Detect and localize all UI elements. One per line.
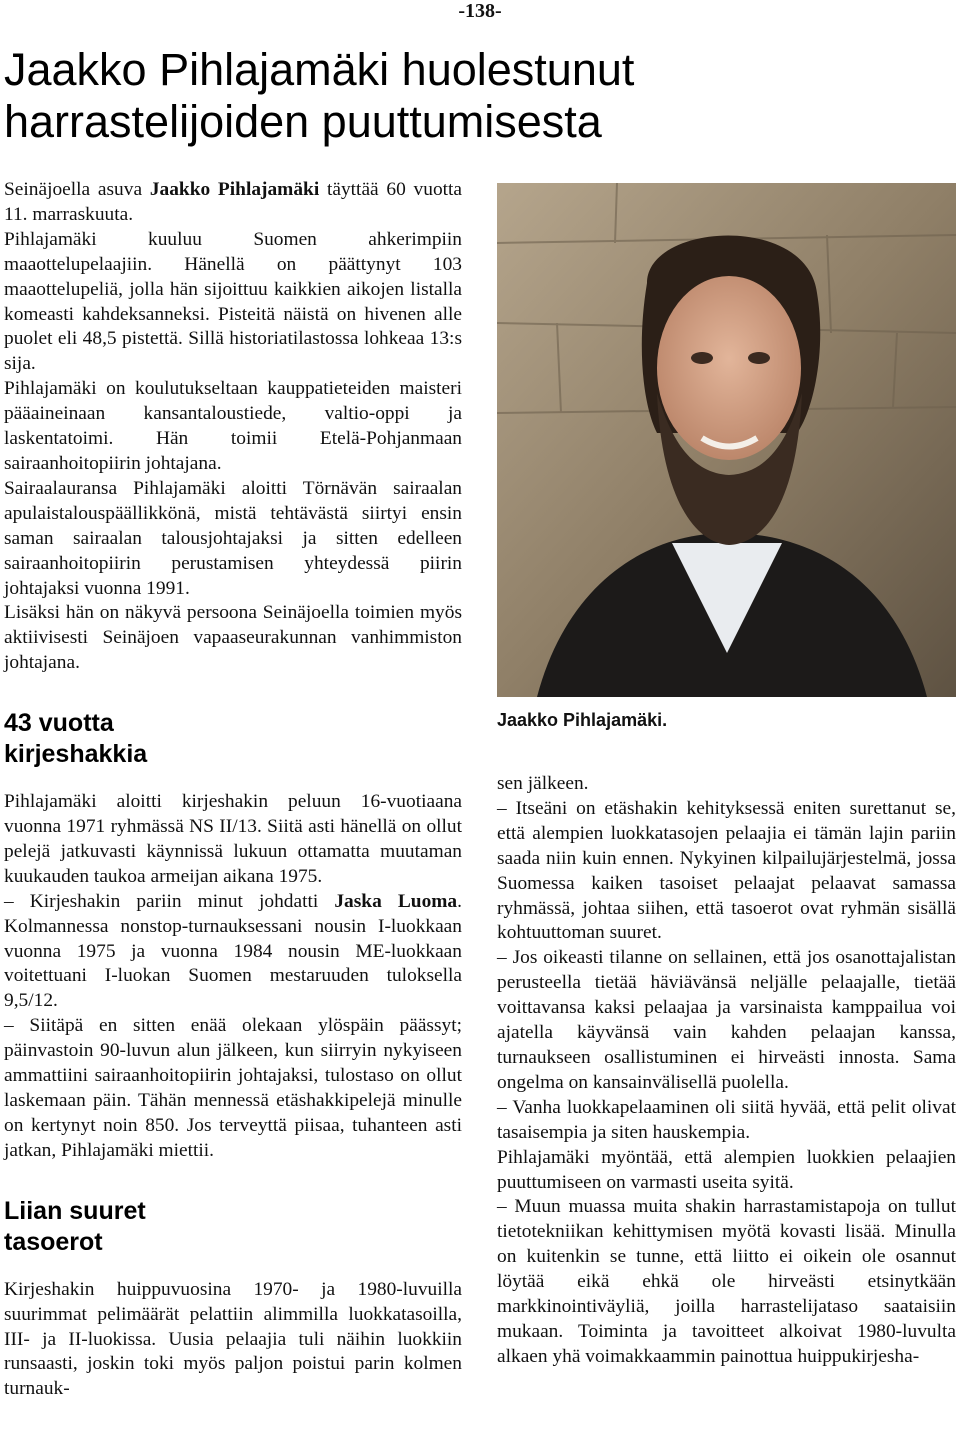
- intro-paragraph-4: Sairaalauransa Pihlajamäki aloitti Törnävän sairaalan apulaistalouspäällikkönä, mistä tehtävästä siirtyi ensin saman sairaalan talousjohtajaksi ja sitten edelleen sairaanhoitopiirin perustamisen yhteydessä piirin johtajaksi vuonna 1991.: [4, 477, 462, 599]
- section-heading-line: kirjeshakkia: [4, 740, 148, 769]
- headline-line-1: Jaakko Pihlajamäki huolestunut: [4, 44, 635, 95]
- intro-paragraph-3: Pihlajamäki on koulutukseltaan kauppatieteiden maisteri pääaineinaan kansantaloustiede, valtio-oppi ja laskentatoimi. Hän toimii Etelä-Pohjanmaan sairaanhoitopiirin johtajana.: [4, 378, 462, 474]
- paragraph-text: – Kirjeshakin pariin minut johdatti: [4, 890, 335, 912]
- intro-paragraph-2: Pihlajamäki kuuluu Suomen ahkerimpiin maaottelupelaajiin. Hänellä on päättynyt 103 maaottelupeliä, jolla hän sijoittuu kaikkien aikojen listalla komeasti kahdeksanneksi. Pisteitä näistä on hivenen alle puolet eli 48,5 pistettä. Sillä historiatilastossa lohkeaa 13:s sija.: [4, 228, 462, 375]
- headline-line-2: harrastelijoiden puuttumisesta: [4, 96, 602, 147]
- person-name: Jaska Luoma: [334, 890, 458, 912]
- page-number: -138-: [458, 0, 502, 22]
- portrait-image: [497, 183, 956, 697]
- section1-paragraph-2: [4, 890, 462, 1015]
- right-paragraph-5: Pihlajamäki myöntää, että alempien luokkien pelaajien puuttumiseen on varmasti useita syitä.: [497, 1146, 956, 1193]
- section-heading-tasoerot: [4, 1196, 462, 1258]
- right-paragraph-3: – Jos oikeasti tilanne on sellainen, että jos osanottajalistan perusteella tietää häviävänsä neljälle pelaajalle, tietää voittavansa kaksi pelaajaa ja varsinaista kamppailua voi ajatella käyvänsä vain kahden pelaajan kanssa, turnaukseen osallistuminen ei hirveästi innosta. Sama ongelma on kansainvälisellä puolella.: [497, 947, 956, 1093]
- section1-paragraph-3: – Siitäpä en sitten enää olekaan ylöspäin päässyt; päinvastoin 90-luvun alun jälkeen, kun siirryin nykyiseen ammattiini sairaanhoitopiirin johtajaksi, tulostaso on ollut laskemaan päin. Tähän mennessä etäshakkipelejä minulle on kertynyt noin 850. Jos terveyttä piisaa, tuhanteen asti jatkan, Pihlajamäki miettii.: [4, 1015, 462, 1161]
- right-paragraph-1: sen jälkeen.: [497, 773, 589, 794]
- paragraph-text: . Kolmannessa nonstop-turnauksessani nousin I-luokkaan vuonna 1975 ja vuonna 1984 nousin ME-luokkaan voitettuani I-luokan Suomen mestaruuden tuloksella 9,5/12.: [4, 890, 462, 1012]
- right-column: [497, 772, 956, 1370]
- section2-paragraph-1: Kirjeshakin huippuvuosina 1970- ja 1980-luvuilla suurimmat pelimäärät pelattiin alimmilla luokkatasoilla, III- ja II-luokissa. Uusia pelaajia tuli näihin luokkiin runsaasti, joskin toki myös paljon poistui parin kolmen turnauk-: [4, 1278, 462, 1400]
- intro-text: Seinäjoella asuva: [4, 179, 150, 200]
- headline: [4, 44, 944, 148]
- right-paragraph-6: – Muun muassa muita shakin harrastamistapoja on tullut tietotekniikan kehittymisen myötä kovasti lisää. Minulla on kuitenkin se tunne, että liitto ei oikein ole osannut löytää eikä ehkä ole hirveästi etsinytkään markkinointiväyliä, joilla harrastelijataso saataisiin mukaan. Toiminta ja tavoitteet alkoivat 1980-luvulta alkaen yhä voimakkaammin painottua huippukirjesha-: [497, 1196, 956, 1367]
- section-heading-line: tasoerot: [4, 1227, 103, 1256]
- section1-paragraph-1: Pihlajamäki aloitti kirjeshakin peluun 16-vuotiaana vuonna 1971 ryhmässä NS II/13. Siitä asti hänellä on ollut pelejä jatkuvasti käynnissä lukuun ottamatta muutaman kuukauden taukoa armeijan aikana 1975.: [4, 791, 462, 887]
- section-heading-line: Liian suuret: [4, 1196, 146, 1225]
- photo-caption: Jaakko Pihlajamäki.: [497, 710, 668, 730]
- portrait-photo: [497, 183, 956, 697]
- right-paragraph-2: – Itseäni on etäshakin kehityksessä eniten surettanut se, että alempien luokkatasojen pelaajia ei tämän lajin pariin saada niin kuin ennen. Nykyinen kilpailujärjestelmä, jossa Suomessa kaiken tasoiset pelaajat pelaavat samassa ryhmässä, johtaa siihen, että tasoerot ovat ryhmän sisällä kohtuuttoman suuret.: [497, 797, 956, 944]
- section-heading-line: 43 vuotta: [4, 709, 114, 738]
- intro-paragraph-1: [4, 178, 462, 228]
- right-paragraph-4: – Vanha luokkapelaaminen oli siitä hyvää, että pelit olivat tasaisempia ja siten hauskempia.: [497, 1096, 956, 1143]
- person-name: Jaakko Pihlajamäki: [149, 179, 320, 200]
- section-heading-kirjeshakki: [4, 708, 462, 770]
- intro-paragraph-5: Lisäksi hän on näkyvä persoona Seinäjoella toimien myös aktiivisesti Seinäjoen vapaaseurakunnan vanhimmiston johtajana.: [4, 602, 462, 674]
- left-column: [4, 178, 462, 1402]
- intro-text: täyttää 60 vuotta 11. marraskuuta.: [4, 179, 463, 225]
